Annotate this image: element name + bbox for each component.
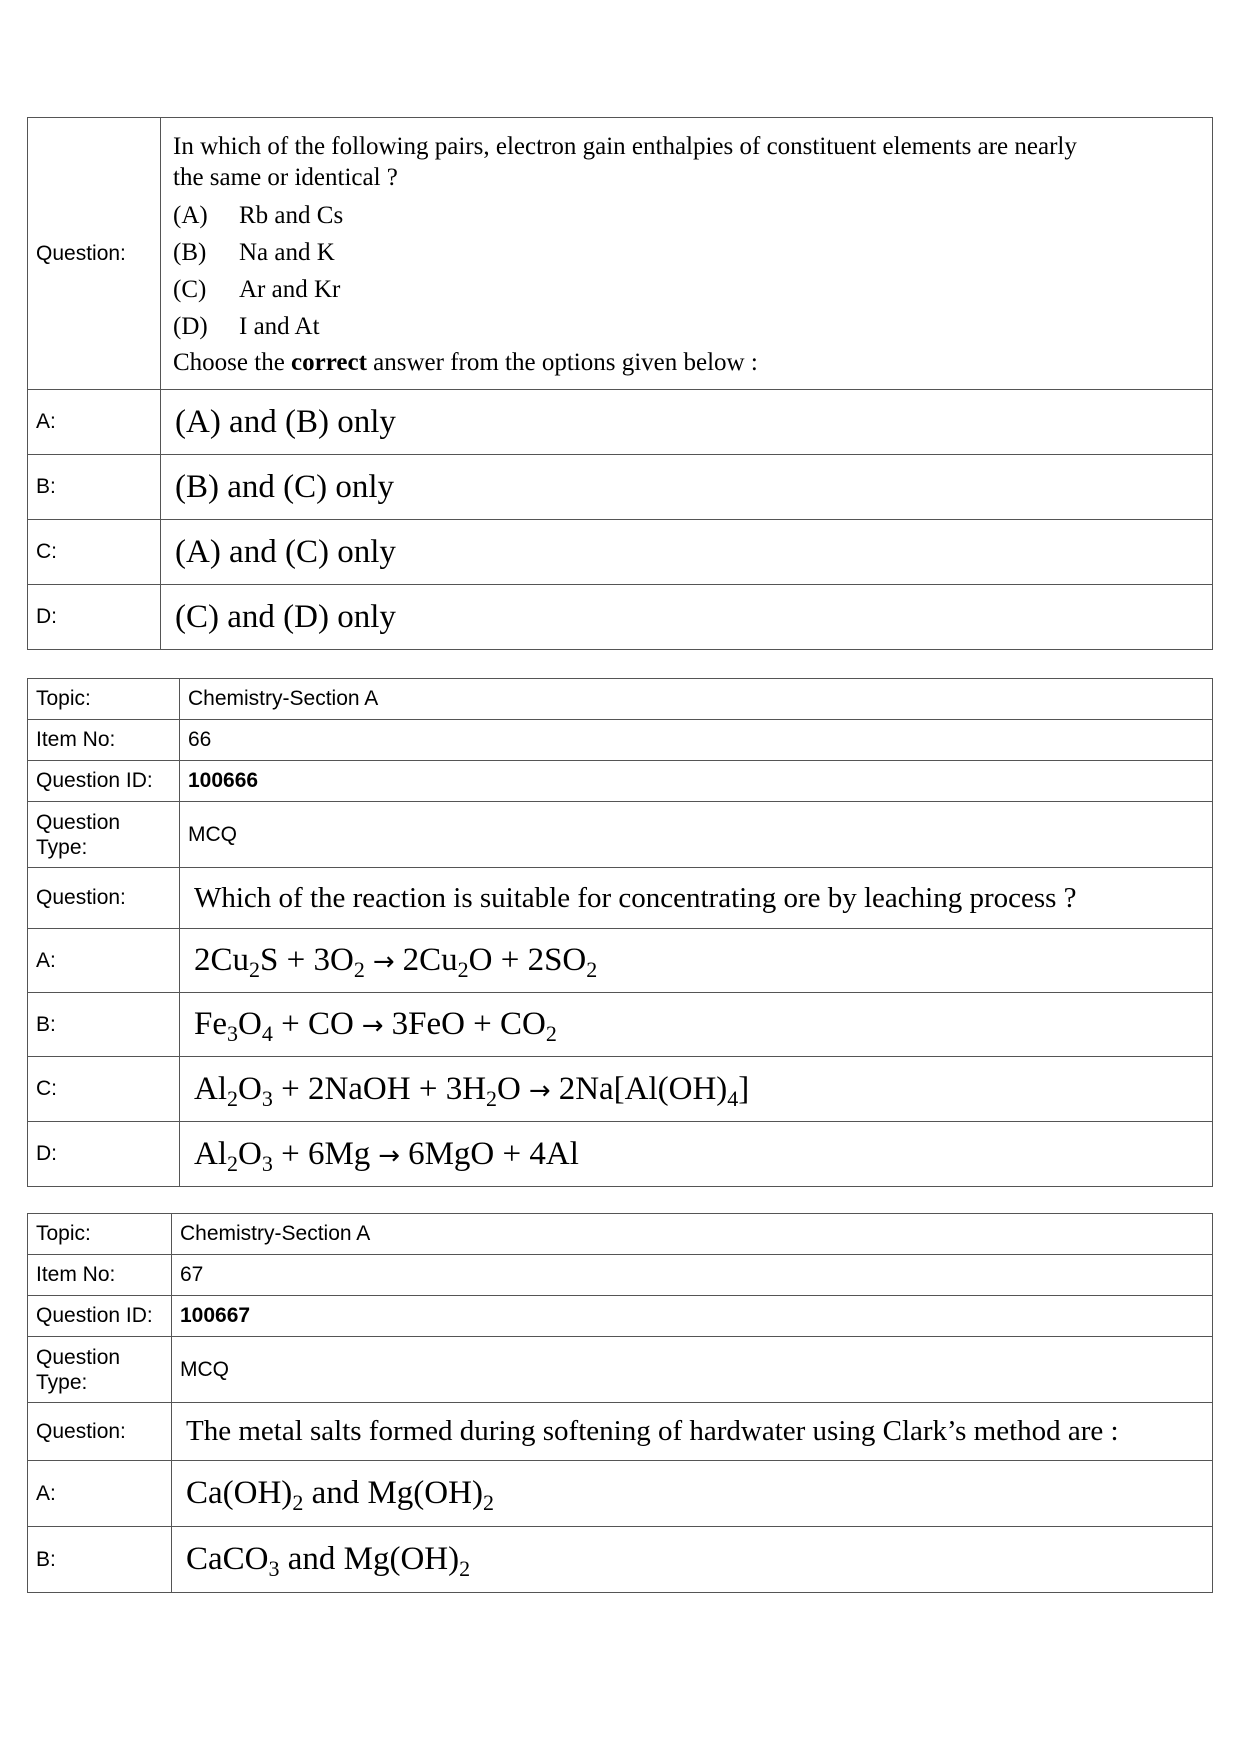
answer-c-equation: $Al_2O_3$ + 2NaOH + $3H_2O \to 2Na[Al(OH)_4]$: [180, 1057, 1213, 1122]
answer-b-label: B:: [28, 993, 180, 1057]
question-label: Question:: [28, 868, 180, 929]
answer-a-label: A:: [28, 929, 180, 993]
question-text-line-1: In which of the following pairs, electron gain enthalpies of constituent elements are nearly: [173, 133, 1077, 160]
answer-a-label: A:: [28, 390, 161, 455]
answer-c: (A) and (C) only: [161, 520, 1213, 585]
answer-a-label: A:: [28, 1461, 172, 1527]
answer-c-label: C:: [28, 1057, 180, 1122]
item-no-label: Item No:: [28, 1255, 172, 1296]
choose-instruction: Choose the correct answer from the options given below :: [173, 349, 758, 376]
answer-a-equation: $2Cu_2S + 3O_2 \to 2Cu_2O + 2SO_2$: [180, 929, 1213, 993]
question-text: The metal salts formed during softening of hardwater using Clark’s method are :: [172, 1403, 1213, 1461]
topic-value: Chemistry-Section A: [180, 679, 1213, 720]
answer-b-equation: $Fe_3O_4$ + CO → $3FeO + CO_2$: [180, 993, 1213, 1057]
reaction-arrow-icon: →: [372, 947, 395, 977]
question-type-value: MCQ: [180, 802, 1213, 868]
answer-b-label: B:: [28, 1527, 172, 1593]
option-b: (B) Na and K: [173, 239, 335, 266]
item-no-value: 67: [172, 1255, 1213, 1296]
option-d: (D) I and At: [173, 313, 320, 340]
question-type-value: MCQ: [172, 1337, 1213, 1403]
question-label: Question:: [28, 1403, 172, 1461]
answer-b-label: B:: [28, 455, 161, 520]
answer-d-label: D:: [28, 585, 161, 650]
answer-b-formula: CaCO$_3$ and $Mg(OH)_2$: [172, 1527, 1213, 1593]
option-c: (C) Ar and Kr: [173, 276, 341, 303]
topic-label: Topic:: [28, 679, 180, 720]
question-label: Question:: [28, 118, 161, 390]
answer-b: (B) and (C) only: [161, 455, 1213, 520]
question-type-label: Question Type:: [28, 802, 180, 868]
question-id-value: 100667: [172, 1296, 1213, 1337]
answer-d-label: D:: [28, 1122, 180, 1187]
question-content: [161, 118, 1213, 390]
topic-value: Chemistry-Section A: [172, 1214, 1213, 1255]
question-block-2: [27, 678, 1213, 1187]
option-a: (A) Rb and Cs: [173, 202, 344, 229]
answer-d-equation: $Al_2O_3 + 6Mg \to 6MgO + 4Al$: [180, 1122, 1213, 1187]
question-block-3: [27, 1213, 1213, 1593]
reaction-arrow-icon: →: [528, 1075, 551, 1106]
answer-d: (C) and (D) only: [161, 585, 1213, 650]
answer-c-label: C:: [28, 520, 161, 585]
topic-label: Topic:: [28, 1214, 172, 1255]
question-text-line-2: the same or identical ?: [173, 164, 398, 191]
question-block-1: [27, 117, 1213, 650]
question-id-label: Question ID:: [28, 761, 180, 802]
item-no-value: 66: [180, 720, 1213, 761]
question-type-label: Question Type:: [28, 1337, 172, 1403]
reaction-arrow-icon: →: [378, 1140, 401, 1171]
question-text: Which of the reaction is suitable for concentrating ore by leaching process ?: [180, 868, 1213, 929]
item-no-label: Item No:: [28, 720, 180, 761]
reaction-arrow-icon: →: [361, 1011, 384, 1041]
question-id-label: Question ID:: [28, 1296, 172, 1337]
answer-a-formula: $Ca(OH)_2$ and $Mg(OH)_2$: [172, 1461, 1213, 1527]
answer-a: (A) and (B) only: [161, 390, 1213, 455]
question-id-value: 100666: [180, 761, 1213, 802]
